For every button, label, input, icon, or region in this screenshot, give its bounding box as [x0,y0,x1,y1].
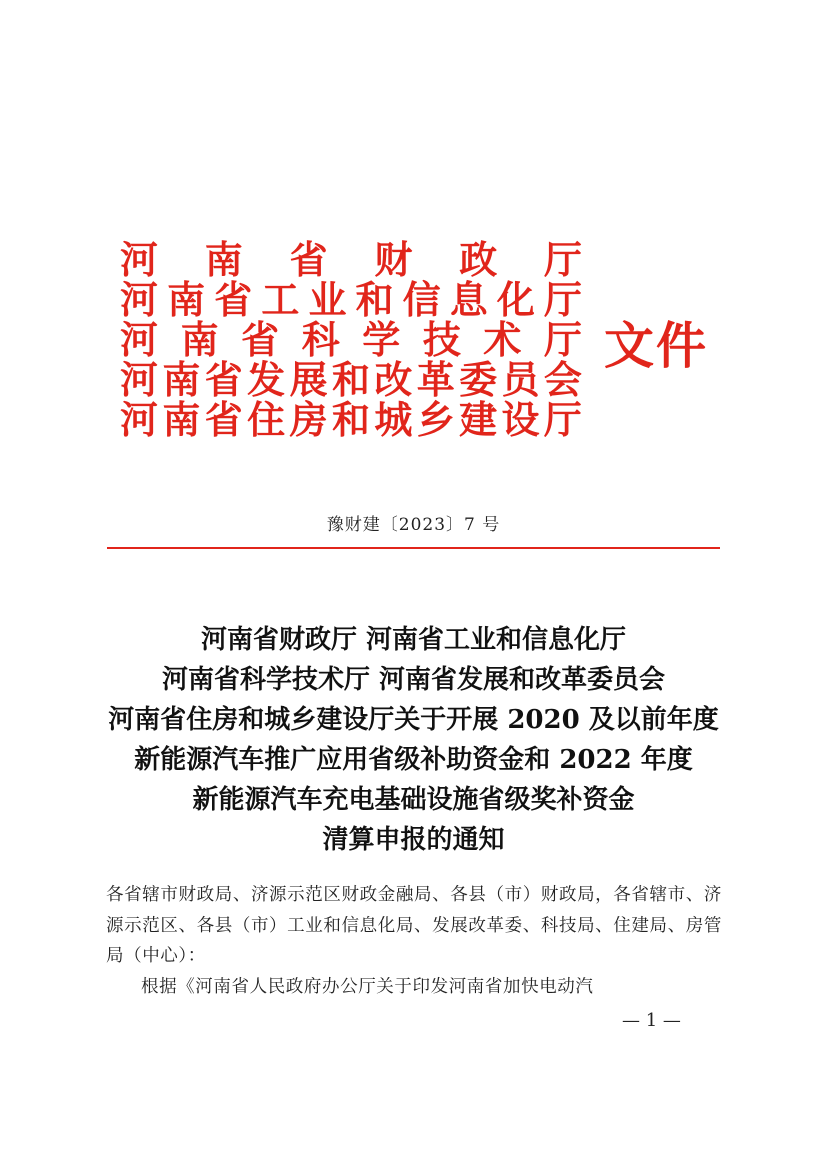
issuer-char: 政 [459,237,498,282]
issuer-char: 学 [362,317,401,362]
issuer-char: 化 [496,277,535,322]
red-divider-line [107,547,720,549]
letterhead [120,237,720,442]
issuer-line [120,357,582,402]
title-line: 河南省住房和城乡建设厅关于开展 2020 及以前年度 [108,705,719,735]
issuer-char: 革 [416,357,455,402]
issuer-line [120,237,582,282]
issuer-char: 委 [459,357,498,402]
issuer-char: 南 [180,317,219,362]
issuer-char: 工 [261,277,300,322]
page-number: — 1 — [622,1010,681,1031]
issuer-char: 河 [120,237,159,282]
issuer-char: 住 [247,397,286,442]
issuer-char: 省 [214,277,253,322]
body-paragraph: 根据《河南省人民政府办公厅关于印发河南省加快电动汽 [141,976,594,997]
addressee: 各省辖市财政局、济源示范区财政金融局、各县（市）财政局，各省辖市、济源示范区、各县（市）工业和信息化局、发展改革委、科技局、住建局、房管局（中心）： [106,885,722,966]
issuer-char: 房 [289,397,328,442]
title-line: 清算申报的通知 [322,825,505,855]
issuer-char: 息 [449,277,488,322]
issuer-list [120,237,582,442]
issuer-char: 技 [422,317,461,362]
issuer-char: 信 [402,277,441,322]
issuer-char: 厅 [543,277,582,322]
issuer-char: 和 [331,357,370,402]
issuer-char: 省 [289,237,328,282]
issuer-char: 河 [120,317,159,362]
issuer-char: 厅 [543,317,582,362]
document-body [106,880,722,1002]
issuer-char: 术 [483,317,522,362]
issuer-char: 厅 [543,397,582,442]
issuer-char: 会 [543,357,582,402]
issuer-line [120,317,582,362]
issuer-char: 员 [501,357,540,402]
issuer-char: 展 [289,357,328,402]
issuer-char: 省 [241,317,280,362]
issuer-char: 乡 [416,397,455,442]
issuer-char: 南 [204,237,243,282]
issuer-char: 改 [374,357,413,402]
issuer-char: 业 [308,277,347,322]
title-line: 新能源汽车推广应用省级补助资金和 2022 年度 [134,745,693,775]
issuer-char: 南 [162,357,201,402]
document-title [100,620,727,860]
issuer-char: 城 [374,397,413,442]
issuer-char: 建 [459,397,498,442]
issuer-char: 财 [374,237,413,282]
issuer-char: 发 [247,357,286,402]
issuer-char: 省 [204,357,243,402]
doc-word: 文件 [604,317,708,375]
issuer-char: 和 [331,397,370,442]
issuer-char: 厅 [543,237,582,282]
issuer-char: 河 [120,397,159,442]
issuer-char: 省 [204,397,243,442]
issuer-char: 和 [355,277,394,322]
issuer-char: 南 [162,397,201,442]
issuer-char: 设 [501,397,540,442]
issuer-line [120,397,582,442]
title-line: 新能源汽车充电基础设施省级奖补资金 [192,785,635,815]
document-number: 豫财建〔2023〕7 号 [326,515,501,535]
issuer-char: 河 [120,357,159,402]
issuer-char: 河 [120,277,159,322]
title-line: 河南省科学技术厅 河南省发展和改革委员会 [161,665,666,695]
issuer-char: 科 [301,317,340,362]
issuer-line [120,277,582,322]
issuer-char: 南 [167,277,206,322]
title-line: 河南省财政厅 河南省工业和信息化厅 [200,625,627,655]
